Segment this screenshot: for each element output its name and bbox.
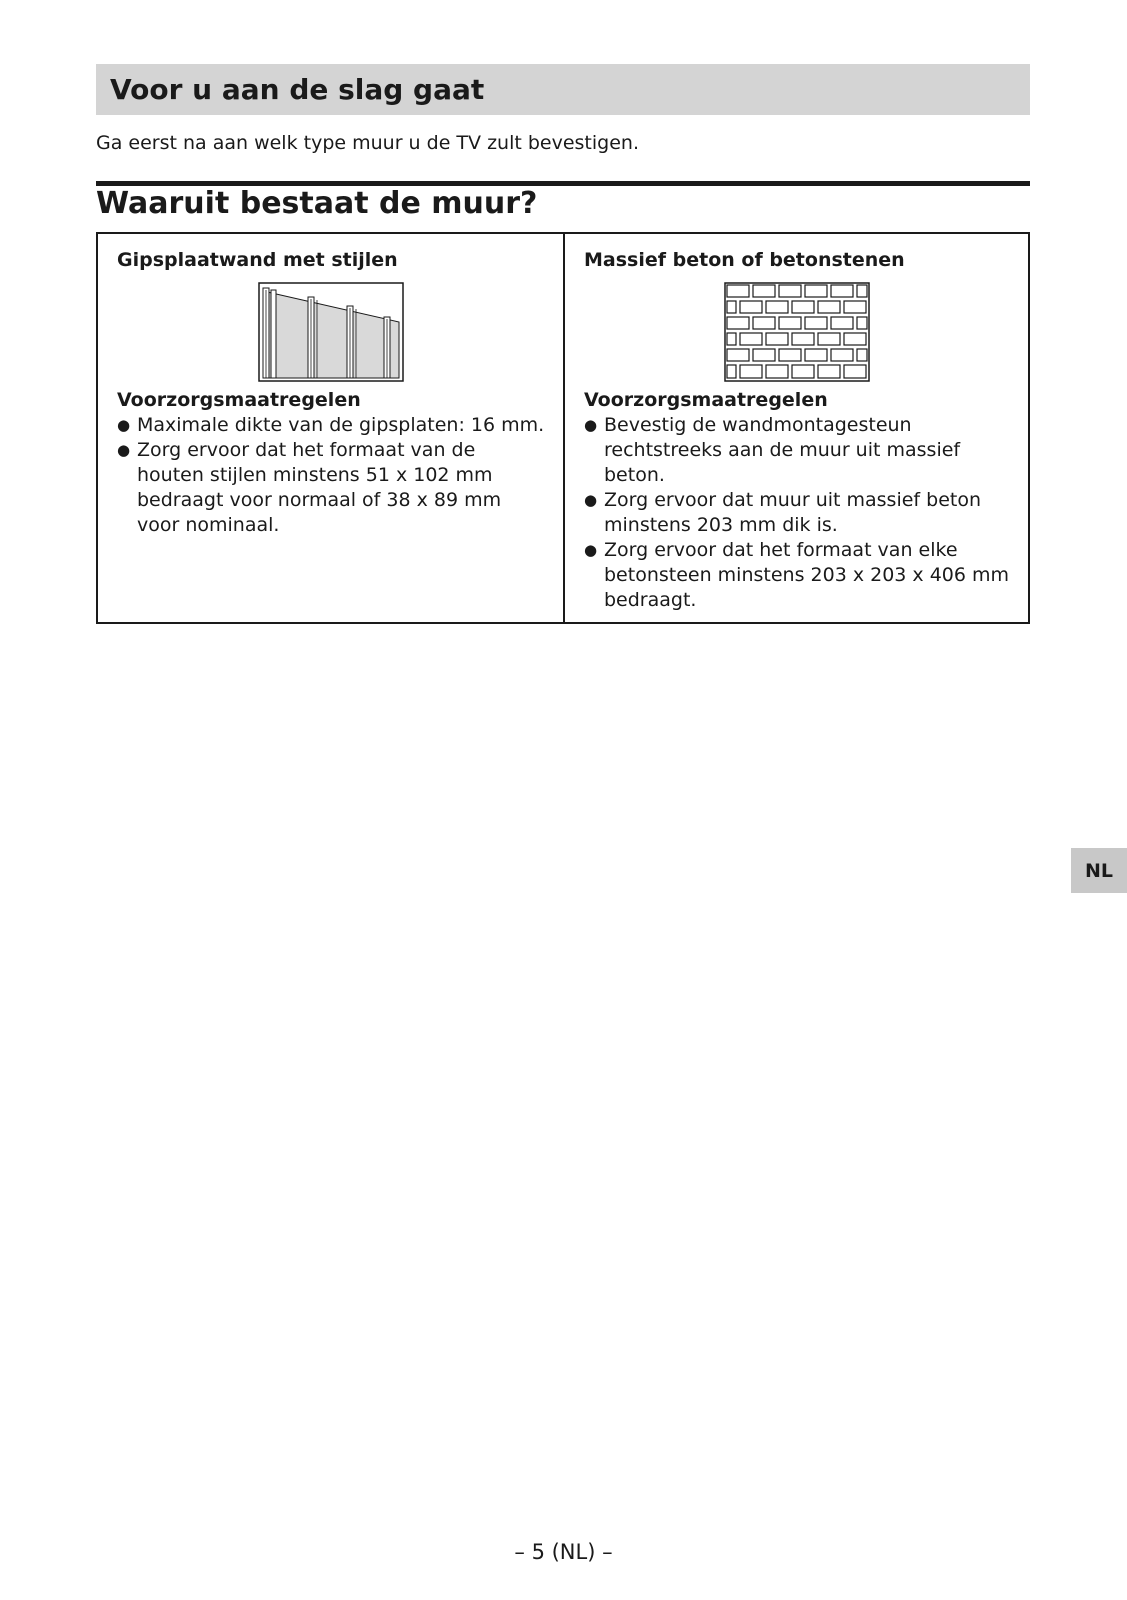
drywall-column bbox=[98, 234, 563, 622]
precautions-title: Voorzorgsmaatregelen bbox=[584, 389, 828, 411]
wall-type-heading: Waaruit bestaat de muur? bbox=[96, 186, 538, 221]
concrete-column bbox=[563, 234, 1028, 622]
concrete-block-wall-icon bbox=[724, 282, 870, 382]
list-item: ● Maximale dikte van de gipsplaten: 16 mm. bbox=[117, 413, 545, 438]
column-title: Massief beton of betonstenen bbox=[584, 249, 905, 271]
list-item: ● Zorg ervoor dat het formaat van de houten stijlen minstens 51 x 102 mm bedraagt voor normaal of 38 x 89 mm voor nominaal. bbox=[117, 438, 545, 538]
precautions-title: Voorzorgsmaatregelen bbox=[117, 389, 361, 411]
language-tab: NL bbox=[1071, 848, 1127, 893]
page-number: – 5 (NL) – bbox=[514, 1540, 613, 1564]
list-item: ● Zorg ervoor dat het formaat van elke betonsteen minstens 203 x 203 x 406 mm bedraagt. bbox=[584, 538, 1010, 613]
column-title: Gipsplaatwand met stijlen bbox=[117, 249, 398, 271]
section-title: Voor u aan de slag gaat bbox=[110, 73, 485, 106]
precautions-list bbox=[117, 413, 545, 538]
wall-type-table bbox=[96, 232, 1030, 624]
drywall-studs-icon bbox=[258, 282, 404, 382]
section-header-band bbox=[96, 64, 1030, 115]
list-item: ● Zorg ervoor dat muur uit massief beton minstens 203 mm dik is. bbox=[584, 488, 1010, 538]
precautions-list bbox=[584, 413, 1010, 613]
list-item: ● Bevestig de wandmontagesteun rechtstreeks aan de muur uit massief beton. bbox=[584, 413, 1010, 488]
intro-text: Ga eerst na aan welk type muur u de TV zult bevestigen. bbox=[96, 132, 639, 154]
